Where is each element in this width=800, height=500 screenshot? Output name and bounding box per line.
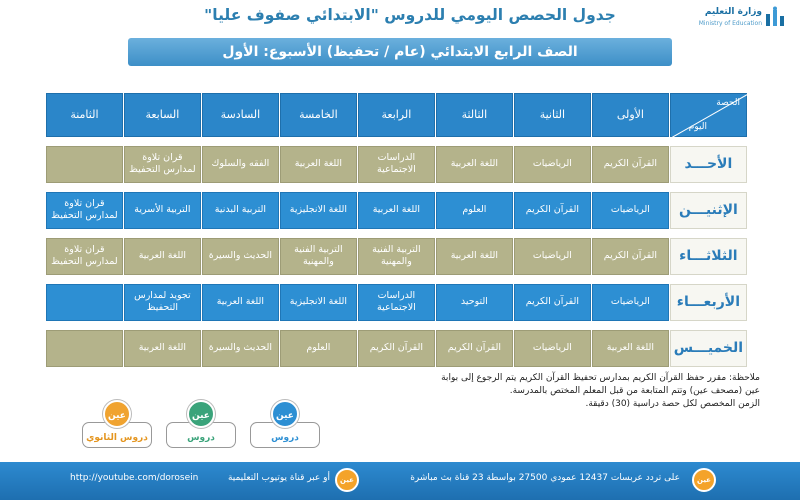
badge-intermediate-lessons[interactable]: [166, 400, 236, 456]
subject-cell: قران تلاوة لمدارس التحفيظ: [124, 146, 201, 184]
subject-cell: التربية الفنية والمهنية: [280, 238, 357, 276]
subject-cell: القرآن الكريم: [514, 192, 591, 230]
period-header: الخامسة: [280, 93, 357, 137]
day-header-label: اليوم: [688, 122, 707, 132]
note-line: الزمن المخصص لكل حصة دراسية (30) دقيقة.: [585, 399, 760, 409]
subject-cell: اللغة العربية: [280, 146, 357, 184]
period-header: الأولى: [592, 93, 669, 137]
period-header: السادسة: [202, 93, 279, 137]
period-header: الثالثة: [436, 93, 513, 137]
ein-logo-icon: عين: [271, 400, 299, 428]
subject-cell: اللغة العربية: [202, 284, 279, 322]
badge-label: دروس: [166, 422, 236, 448]
subject-cell: الرياضيات: [592, 284, 669, 322]
subject-cell: القرآن الكريم: [436, 330, 513, 368]
subject-cell: [46, 330, 123, 368]
ministry-name: وزارة التعليم: [704, 7, 762, 17]
subject-cell: القرآن الكريم: [514, 284, 591, 322]
youtube-url-link[interactable]: http://youtube.com/dorosein: [70, 473, 199, 483]
page-title: جدول الحصص اليومي للدروس "الابتدائي صفوف عليا": [204, 6, 616, 24]
subject-cell: الرياضيات: [514, 330, 591, 368]
subject-cell: الحديث والسيرة: [202, 330, 279, 368]
note-line: عين (مصحف عين) وتتم المتابعة من قبل المعلم المختص بالمدرسة.: [509, 386, 760, 396]
table-corner-header: [670, 93, 747, 137]
top-band: [0, 0, 800, 36]
subject-cell: العلوم: [280, 330, 357, 368]
subject-cell: القرآن الكريم: [592, 238, 669, 276]
subject-cell: القرآن الكريم: [358, 330, 435, 368]
subject-cell: اللغة الانجليزية: [280, 192, 357, 230]
subject-cell: اللغة العربية: [124, 330, 201, 368]
schedule-table: [52, 93, 747, 366]
footer-band: [0, 462, 800, 500]
subject-cell: اللغة العربية: [592, 330, 669, 368]
badge-label: دروس: [250, 422, 320, 448]
period-header: الرابعة: [358, 93, 435, 137]
subject-cell: الحديث والسيرة: [202, 238, 279, 276]
ein-logo-icon: عين: [103, 400, 131, 428]
note-line: ملاحظة: مقرر حفظ القرآن الكريم بمدارس تحفيظ القرآن الكريم يتم الرجوع إلى بوابة: [441, 373, 760, 383]
period-header: الثانية: [514, 93, 591, 137]
subject-cell: [46, 284, 123, 322]
subject-cell: الرياضيات: [592, 192, 669, 230]
day-label: الخميـــس: [670, 330, 747, 368]
period-header: الثامنة: [46, 93, 123, 137]
subject-cell: تجويد لمدارس التحفيظ: [124, 284, 201, 322]
day-label: الأربعـــاء: [670, 284, 747, 322]
period-header-label: الحصة: [716, 98, 740, 108]
ministry-emblem-icon: [764, 6, 786, 28]
subject-cell: الرياضيات: [514, 146, 591, 184]
subject-cell: اللغة العربية: [436, 146, 513, 184]
subject-cell: قران تلاوة لمدارس التحفيظ: [46, 238, 123, 276]
ein-logo-icon: عين: [692, 468, 716, 492]
day-label: الأحـــد: [670, 146, 747, 184]
subject-cell: التوحيد: [436, 284, 513, 322]
ministry-logo: [698, 4, 788, 34]
subject-cell: التربية الفنية والمهنية: [358, 238, 435, 276]
ministry-subtitle: Ministry of Education: [698, 20, 762, 27]
subject-cell: التربية البدنية: [202, 192, 279, 230]
subject-cell: اللغة العربية: [124, 238, 201, 276]
youtube-channel-text: أو عبر قناة يوتيوب التعليمية: [227, 473, 330, 483]
badge-primary-lessons[interactable]: [250, 400, 320, 456]
subject-cell: الرياضيات: [514, 238, 591, 276]
subject-cell: اللغة الانجليزية: [280, 284, 357, 322]
period-header: السابعة: [124, 93, 201, 137]
subject-cell: التربية الأسرية: [124, 192, 201, 230]
day-label: الثلاثـــاء: [670, 238, 747, 276]
subject-cell: اللغة العربية: [436, 238, 513, 276]
subject-cell: القرآن الكريم: [592, 146, 669, 184]
grade-week-subtitle: الصف الرابع الابتدائي (عام / تحفيظ) الأسبوع: الأول: [128, 38, 672, 66]
subject-cell: [46, 146, 123, 184]
day-label: الإثنيـــن: [670, 192, 747, 230]
subject-cell: الفقه والسلوك: [202, 146, 279, 184]
subject-cell: اللغة العربية: [358, 192, 435, 230]
notes: [380, 372, 760, 411]
badge-label: دروس الثانوي: [82, 422, 152, 448]
subject-cell: الدراسات الاجتماعية: [358, 284, 435, 322]
badge-secondary-lessons[interactable]: [82, 400, 152, 456]
subject-cell: الدراسات الاجتماعية: [358, 146, 435, 184]
ein-logo-icon: عين: [335, 468, 359, 492]
broadcast-frequency-text: على تردد عربسات 12437 عمودي 27500 بواسطة 23 قناة بث مباشرة: [410, 473, 680, 483]
subject-cell: العلوم: [436, 192, 513, 230]
subject-cell: قران تلاوة لمدارس التحفيظ: [46, 192, 123, 230]
ein-logo-icon: عين: [187, 400, 215, 428]
